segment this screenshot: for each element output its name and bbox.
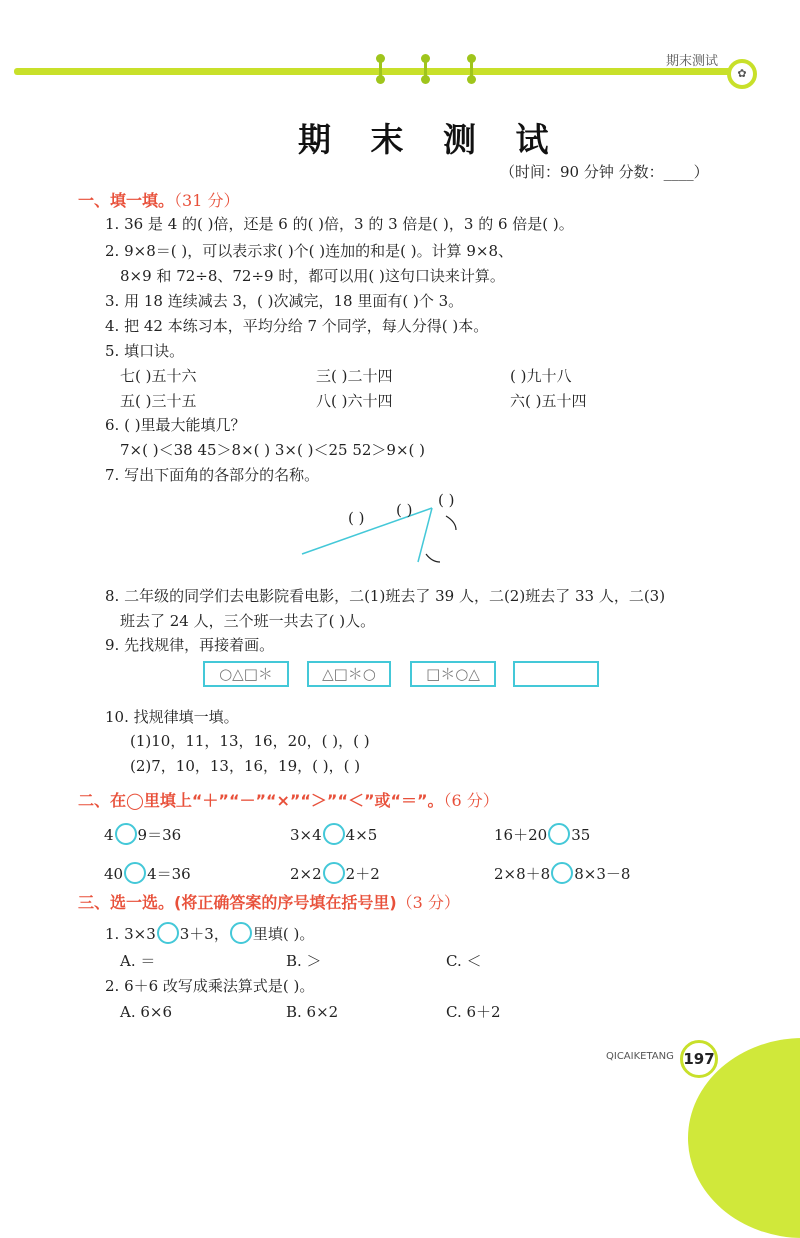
question-1-6: 6. ( )里最大能填几？ <box>105 416 246 434</box>
angle-part-blank: ( ) <box>348 509 365 527</box>
angle-arc <box>446 516 456 530</box>
question-1-7: 7. 写出下面角的各部分的名称。 <box>105 466 320 484</box>
answer-circle <box>230 922 252 944</box>
compare-item: 16＋20 35 <box>494 823 590 845</box>
answer-circle[interactable] <box>548 823 570 845</box>
question-1-2a: 2. 9×8＝( )，可以表示求( )个( )连加的和是( )。计算 9×8、 <box>105 242 514 260</box>
question-1-2b: 8×9 和 72÷8、72÷9 时，都可以用( )这句口诀来计算。 <box>120 267 505 285</box>
answer-circle[interactable] <box>323 823 345 845</box>
question-1-8b: 班去了 24 人，三个班一共去了( )人。 <box>120 612 376 630</box>
pattern-box: □＊○△ <box>410 661 496 687</box>
compare-item: 2×8＋8 8×3－8 <box>494 862 630 884</box>
option-c: C. ＜ <box>446 952 482 970</box>
angle-side-line <box>418 508 432 562</box>
option-b: B. ＞ <box>286 952 322 970</box>
footer-brand: QICAIKETANG <box>606 1051 674 1062</box>
compare-item: 2×2 2＋2 <box>290 862 380 884</box>
page-number: 197 <box>680 1040 718 1078</box>
question-1-4: 4. 把 42 本练习本，平均分给 7 个同学，每人分得( )本。 <box>105 317 489 335</box>
option-c: C. 6＋2 <box>446 1003 501 1021</box>
compare-item: 4 9＝36 <box>104 823 181 845</box>
chant-item: ( )九十八 <box>510 367 572 385</box>
question-1-3: 3. 用 18 连续减去 3，( )次减完，18 里面有( )个 3。 <box>105 292 464 310</box>
answer-circle[interactable] <box>115 823 137 845</box>
answer-circle[interactable] <box>323 862 345 884</box>
pattern-box: ○△□＊ <box>203 661 289 687</box>
page-title: 期 末 测 试 <box>298 120 563 159</box>
answer-circle[interactable] <box>157 922 179 944</box>
question-3-1: 1. 3×3 3＋3， 里填( )。 <box>105 922 314 944</box>
option-a: A. ＝ <box>120 952 156 970</box>
answer-circle[interactable] <box>124 862 146 884</box>
pattern-box: △□＊○ <box>307 661 391 687</box>
compare-item: 3×4 4×5 <box>290 823 377 845</box>
question-3-2: 2. 6＋6 改写成乘法算式是( )。 <box>105 977 315 995</box>
question-1-5: 5. 填口诀。 <box>105 342 185 360</box>
question-1-10-1: (1)10，11，13，16，20，( )，( ) <box>130 732 370 750</box>
time-score-line: （时间：90 分钟 分数：____） <box>500 163 709 181</box>
section-1-heading: 一、填一填。（31 分） <box>78 191 240 210</box>
question-1-6-items: 7×( )＜38 45＞8×( ) 3×( )＜25 52＞9×( ) <box>120 441 425 459</box>
chant-item: 六( )五十四 <box>510 392 587 410</box>
question-1-10: 10. 找规律填一填。 <box>105 708 239 726</box>
header-badge-icon: ✿ <box>727 59 757 89</box>
pattern-answer-box[interactable] <box>513 661 599 687</box>
section-2-heading: 二、在◯里填上“＋”“－”“×”“＞”“＜”或“＝”。（6 分） <box>78 791 499 810</box>
answer-circle[interactable] <box>551 862 573 884</box>
chant-item: 八( )六十四 <box>316 392 393 410</box>
angle-side-line <box>302 508 432 554</box>
chant-item: 三( )二十四 <box>316 367 393 385</box>
option-a: A. 6×6 <box>120 1003 173 1021</box>
question-1-1: 1. 36 是 4 的( )倍，还是 6 的( )倍，3 的 3 倍是( )，3 的 6 倍是( )。 <box>105 215 574 233</box>
chant-item: 五( )三十五 <box>120 392 197 410</box>
question-1-8a: 8. 二年级的同学们去电影院看电影，二(1)班去了 39 人，二(2)班去了 33 人，二(3) <box>105 587 666 605</box>
section-3-heading: 三、选一选。(将正确答案的序号填在括号里)（3 分） <box>78 893 460 912</box>
binder-peg <box>467 54 476 84</box>
header-label: 期末测试 <box>666 54 719 69</box>
header-bar <box>14 68 736 75</box>
option-b: B. 6×2 <box>286 1003 339 1021</box>
binder-peg <box>376 54 385 84</box>
chant-item: 七( )五十六 <box>120 367 197 385</box>
question-1-9: 9. 先找规律，再接着画。 <box>105 636 275 654</box>
angle-figure <box>300 486 500 570</box>
binder-peg <box>421 54 430 84</box>
pointer-mark <box>426 554 440 562</box>
compare-item: 40 4＝36 <box>104 862 191 884</box>
angle-part-blank: ( ) <box>438 491 455 509</box>
question-1-10-2: (2)7，10，13，16，19，( )，( ) <box>130 757 361 775</box>
